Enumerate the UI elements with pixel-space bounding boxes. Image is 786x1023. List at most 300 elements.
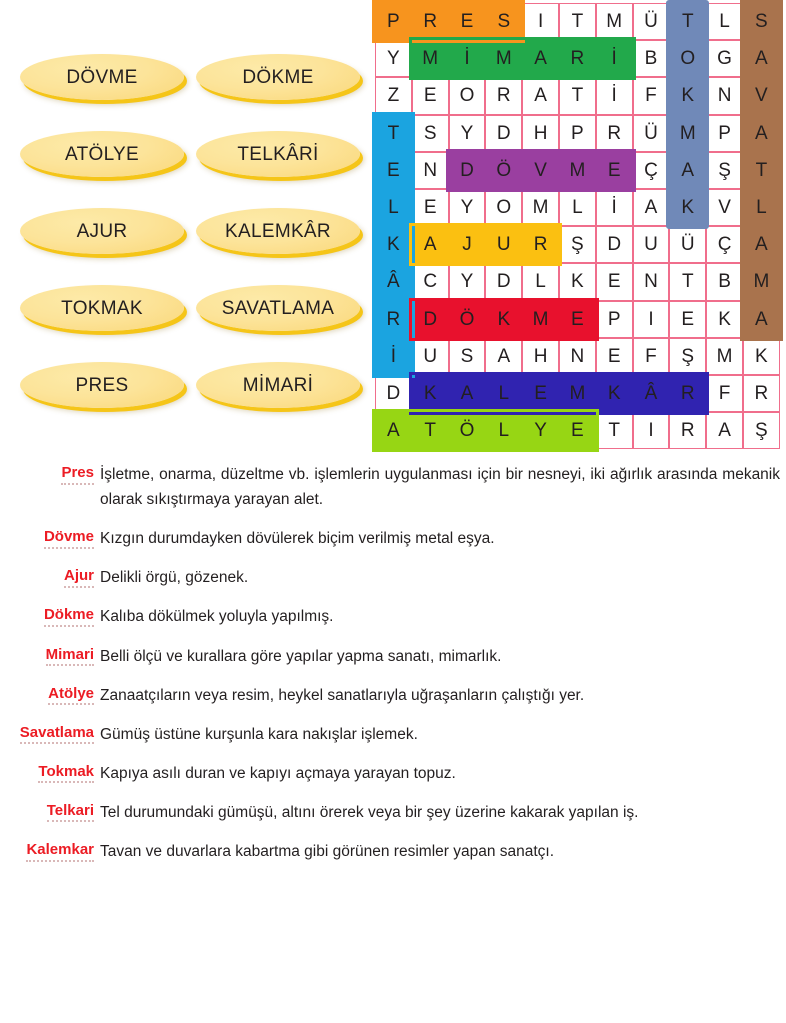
grid-letter: A	[755, 48, 768, 70]
definition-text: Belli ölçü ve kurallara göre yapılar yapma sanatı, mimarlık.	[100, 647, 502, 665]
grid-cell[interactable]	[485, 40, 522, 77]
grid-cell[interactable]	[412, 301, 449, 338]
grid-cell[interactable]	[706, 77, 743, 114]
grid-letter: M	[495, 48, 512, 70]
grid-cell[interactable]	[412, 115, 449, 152]
grid-letter: E	[607, 271, 621, 293]
grid-cell[interactable]	[485, 226, 522, 263]
grid-letter: Y	[460, 197, 474, 219]
grid-letter: T	[571, 85, 584, 107]
grid-letter: D	[496, 122, 511, 144]
word-bubble[interactable]	[14, 121, 190, 198]
grid-cell[interactable]	[449, 226, 486, 263]
grid-letter: M	[716, 345, 733, 367]
grid-cell[interactable]	[559, 40, 596, 77]
grid-letter: P	[571, 122, 584, 144]
grid-letter: M	[569, 159, 586, 181]
grid-cell[interactable]	[669, 3, 706, 40]
definition-term-box	[0, 800, 96, 823]
grid-letter: J	[462, 234, 472, 256]
grid-letter: R	[423, 11, 438, 33]
grid-cell[interactable]	[522, 77, 559, 114]
word-bubble-body[interactable]	[20, 131, 184, 177]
grid-cell[interactable]	[559, 301, 596, 338]
grid-letter: F	[645, 85, 657, 107]
grid-letter: T	[387, 122, 400, 144]
definition-term-box	[0, 565, 96, 588]
definition-row	[0, 462, 786, 512]
word-bubble[interactable]	[190, 121, 366, 198]
grid-cell[interactable]	[375, 301, 412, 338]
grid-cell[interactable]	[743, 40, 780, 77]
grid-cell[interactable]	[412, 40, 449, 77]
grid-cell[interactable]	[485, 152, 522, 189]
word-bubble[interactable]	[14, 275, 190, 352]
word-search-grid[interactable]	[375, 3, 780, 449]
grid-cell[interactable]	[596, 3, 633, 40]
grid-letter: Ş	[571, 234, 584, 256]
grid-cell[interactable]	[596, 152, 633, 189]
grid-cell[interactable]	[596, 375, 633, 412]
grid-cell[interactable]	[485, 189, 522, 226]
grid-letter: F	[645, 345, 657, 367]
grid-cell[interactable]	[743, 301, 780, 338]
grid-cell[interactable]	[522, 40, 559, 77]
grid-cell[interactable]	[449, 152, 486, 189]
grid-letter: M	[532, 197, 549, 219]
definition-text: Kapıya asılı duran ve kapıyı açmaya yarayan topuz.	[100, 764, 456, 782]
grid-cell[interactable]	[669, 338, 706, 375]
grid-letter: M	[753, 271, 770, 293]
grid-cell[interactable]	[743, 338, 780, 375]
grid-letter: Z	[387, 85, 400, 107]
word-bubble-label: DÖVME	[66, 66, 138, 88]
word-bubble-body[interactable]	[196, 362, 360, 408]
grid-letter: N	[644, 271, 658, 293]
definition-term: Mimari	[46, 647, 94, 667]
definition-row	[0, 565, 786, 590]
grid-cell[interactable]	[485, 3, 522, 40]
grid-cell[interactable]	[743, 189, 780, 226]
grid-cell[interactable]	[375, 152, 412, 189]
grid-letter: K	[755, 345, 768, 367]
grid-letter: Ş	[755, 420, 768, 442]
definition-term-box	[0, 462, 96, 485]
grid-cell[interactable]	[412, 338, 449, 375]
grid-cell[interactable]	[522, 152, 559, 189]
grid-letter: Â	[387, 271, 400, 293]
grid-cell[interactable]	[559, 3, 596, 40]
grid-cell[interactable]	[669, 301, 706, 338]
grid-cell[interactable]	[412, 226, 449, 263]
grid-cell[interactable]	[633, 152, 670, 189]
grid-letter: S	[497, 11, 511, 33]
grid-letter: R	[754, 382, 769, 404]
grid-cell[interactable]	[375, 3, 412, 40]
grid-cell[interactable]	[633, 189, 670, 226]
grid-letter: L	[756, 197, 767, 219]
grid-cell[interactable]	[669, 40, 706, 77]
grid-cell[interactable]	[449, 189, 486, 226]
definition-row	[0, 761, 786, 786]
grid-cell[interactable]	[706, 226, 743, 263]
grid-letter: L	[388, 197, 399, 219]
grid-letter: E	[681, 308, 695, 330]
grid-cell[interactable]	[743, 375, 780, 412]
grid-cell[interactable]	[596, 412, 633, 449]
grid-letter: O	[680, 48, 696, 70]
grid-letter: B	[644, 48, 658, 70]
definition-text: Zanaatçıların veya resim, heykel sanatlarıyla uğraşanların çalıştığı yer.	[100, 686, 585, 704]
grid-letter: A	[460, 382, 474, 404]
grid-letter: V	[755, 85, 768, 107]
grid-cell[interactable]	[375, 189, 412, 226]
grid-cell[interactable]	[522, 338, 559, 375]
grid-letter: L	[498, 420, 510, 442]
grid-cell[interactable]	[706, 115, 743, 152]
grid-cell[interactable]	[706, 3, 743, 40]
grid-cell[interactable]	[522, 301, 559, 338]
grid-letter: P	[387, 11, 400, 33]
definition-term: Kalemkar	[26, 842, 94, 862]
grid-letter: V	[718, 197, 731, 219]
grid-letter: A	[755, 234, 768, 256]
grid-letter: Ö	[496, 159, 512, 181]
grid-cell[interactable]	[669, 77, 706, 114]
grid-cell[interactable]	[412, 412, 449, 449]
definition-term-box	[0, 683, 96, 706]
grid-letter: F	[718, 382, 731, 404]
grid-letter: S	[460, 345, 474, 367]
grid-cell[interactable]	[743, 77, 780, 114]
word-bubble-label: ATÖLYE	[65, 143, 139, 165]
grid-cell[interactable]	[449, 77, 486, 114]
grid-cell[interactable]	[522, 263, 559, 300]
grid-letter: M	[679, 122, 696, 144]
grid-cell[interactable]	[633, 226, 670, 263]
grid-cell[interactable]	[706, 301, 743, 338]
grid-letter: D	[496, 271, 511, 293]
grid-cell[interactable]	[559, 338, 596, 375]
definition-text: Tel durumundaki gümüşü, altını örerek veya bir şey üzerine kakarak yapılan iş.	[100, 803, 639, 821]
grid-cell[interactable]	[633, 412, 670, 449]
word-bubble-body[interactable]	[20, 362, 184, 408]
grid-cell[interactable]	[669, 412, 706, 449]
grid-cell[interactable]	[669, 375, 706, 412]
grid-cell[interactable]	[706, 40, 743, 77]
word-bubble[interactable]	[190, 44, 366, 121]
word-bubble[interactable]	[190, 352, 366, 429]
definition-term-box	[0, 604, 96, 627]
grid-cell[interactable]	[559, 77, 596, 114]
grid-letter: R	[533, 234, 548, 256]
grid-letter: D	[386, 382, 401, 404]
grid-letter: R	[680, 382, 695, 404]
grid-letter: A	[497, 345, 511, 367]
word-bubble-label: DÖKME	[242, 66, 314, 88]
grid-cell[interactable]	[449, 412, 486, 449]
grid-cell[interactable]	[706, 263, 743, 300]
grid-cell[interactable]	[633, 375, 670, 412]
grid-letter: V	[534, 159, 547, 181]
grid-cell[interactable]	[596, 77, 633, 114]
grid-letter: R	[607, 122, 622, 144]
grid-cell[interactable]	[596, 263, 633, 300]
grid-letter: Ü	[644, 122, 658, 144]
grid-letter: Ş	[718, 159, 731, 181]
grid-cell[interactable]	[596, 338, 633, 375]
grid-cell[interactable]	[743, 226, 780, 263]
grid-letter: Â	[644, 382, 658, 404]
grid-letter: T	[755, 159, 768, 181]
grid-letter: E	[607, 345, 621, 367]
grid-cell[interactable]	[412, 3, 449, 40]
grid-cell[interactable]	[633, 40, 670, 77]
grid-cell[interactable]	[522, 412, 559, 449]
word-bubble-label: TELKÂRİ	[237, 143, 319, 165]
grid-cell[interactable]	[375, 40, 412, 77]
grid-cell[interactable]	[706, 189, 743, 226]
grid-cell[interactable]	[412, 189, 449, 226]
grid-letter: G	[717, 48, 732, 70]
grid-cell[interactable]	[596, 301, 633, 338]
grid-letter: Ü	[644, 11, 658, 33]
grid-cell[interactable]	[412, 263, 449, 300]
grid-letter: E	[460, 11, 474, 33]
grid-letter: M	[422, 48, 439, 70]
grid-cell[interactable]	[449, 301, 486, 338]
grid-cell[interactable]	[449, 3, 486, 40]
word-bubble-body[interactable]	[20, 208, 184, 254]
grid-cell[interactable]	[449, 115, 486, 152]
definition-text: Gümüş üstüne kurşunla kara nakışlar işlemek.	[100, 725, 418, 743]
puzzle-area	[0, 0, 786, 458]
grid-cell[interactable]	[375, 338, 412, 375]
grid-letter: Y	[534, 420, 547, 442]
word-bubble[interactable]	[14, 44, 190, 121]
grid-cell[interactable]	[559, 375, 596, 412]
grid-cell[interactable]	[485, 338, 522, 375]
grid-cell[interactable]	[522, 3, 559, 40]
grid-cell[interactable]	[743, 115, 780, 152]
grid-letter: Y	[387, 48, 400, 70]
grid-letter: İ	[464, 48, 470, 70]
grid-letter: A	[534, 85, 547, 107]
definition-term: Atölye	[48, 686, 94, 706]
grid-cell[interactable]	[522, 375, 559, 412]
grid-cell[interactable]	[743, 412, 780, 449]
grid-cell[interactable]	[485, 412, 522, 449]
grid-letter: N	[423, 159, 438, 181]
grid-letter: İ	[611, 48, 617, 70]
grid-letter: A	[644, 197, 658, 219]
definition-term-box	[0, 722, 96, 745]
grid-cell[interactable]	[669, 263, 706, 300]
word-bubble-body[interactable]	[196, 54, 360, 100]
grid-cell[interactable]	[449, 375, 486, 412]
grid-cell[interactable]	[669, 189, 706, 226]
grid-cell[interactable]	[522, 189, 559, 226]
grid-cell[interactable]	[559, 412, 596, 449]
grid-letter: R	[496, 85, 511, 107]
definition-term: Dökme	[44, 607, 94, 627]
grid-letter: T	[571, 11, 584, 33]
definitions-list	[0, 462, 786, 878]
grid-cell[interactable]	[375, 115, 412, 152]
grid-cell[interactable]	[633, 301, 670, 338]
grid-cell[interactable]	[485, 115, 522, 152]
word-bubble-body[interactable]	[196, 131, 360, 177]
grid-letter: B	[718, 271, 731, 293]
grid-cell[interactable]	[375, 226, 412, 263]
grid-letter: T	[608, 420, 620, 442]
definition-text: Tavan ve duvarlara kabartma gibi görünen resimler yapan sanatçı.	[100, 843, 555, 861]
grid-cell[interactable]	[375, 412, 412, 449]
grid-letter: K	[423, 382, 437, 404]
grid-letter: D	[607, 234, 622, 256]
definition-text: Delikli örgü, gözenek.	[100, 569, 249, 587]
grid-letter: S	[423, 122, 437, 144]
grid-cell[interactable]	[633, 3, 670, 40]
definition-term: Ajur	[64, 568, 94, 588]
grid-cell[interactable]	[485, 263, 522, 300]
grid-letter: O	[459, 85, 475, 107]
grid-cell[interactable]	[669, 115, 706, 152]
grid-cell[interactable]	[633, 77, 670, 114]
grid-cell[interactable]	[449, 263, 486, 300]
grid-cell[interactable]	[706, 375, 743, 412]
grid-letter: U	[423, 345, 438, 367]
word-bubble-body[interactable]	[20, 285, 184, 331]
grid-letter: Ö	[459, 420, 475, 442]
grid-cell[interactable]	[633, 115, 670, 152]
grid-cell[interactable]	[706, 412, 743, 449]
grid-letter: Ç	[644, 159, 658, 181]
grid-cell[interactable]	[706, 338, 743, 375]
grid-letter: A	[534, 48, 547, 70]
word-bubble-body[interactable]	[20, 54, 184, 100]
definition-row	[0, 683, 786, 708]
grid-cell[interactable]	[375, 77, 412, 114]
definition-term-box	[0, 526, 96, 549]
grid-letter: U	[644, 234, 658, 256]
grid-letter: A	[387, 420, 400, 442]
grid-letter: Ü	[680, 234, 695, 256]
grid-cell[interactable]	[412, 77, 449, 114]
grid-letter: N	[717, 85, 732, 107]
word-bubble-label: AJUR	[76, 220, 128, 242]
grid-cell[interactable]	[485, 301, 522, 338]
grid-letter: İ	[390, 345, 397, 367]
word-bubble-body[interactable]	[196, 208, 360, 254]
grid-cell[interactable]	[559, 226, 596, 263]
grid-cell[interactable]	[485, 77, 522, 114]
grid-cell[interactable]	[522, 115, 559, 152]
grid-cell[interactable]	[596, 189, 633, 226]
word-bubble[interactable]	[14, 352, 190, 429]
grid-letter: L	[572, 197, 583, 219]
grid-letter: R	[386, 308, 401, 330]
grid-letter: T	[681, 11, 694, 33]
grid-letter: K	[387, 234, 400, 256]
grid-letter: O	[496, 197, 512, 219]
grid-cell[interactable]	[596, 40, 633, 77]
grid-letter: U	[496, 234, 511, 256]
grid-cell[interactable]	[596, 226, 633, 263]
grid-letter: Ş	[681, 345, 695, 367]
grid-cell[interactable]	[375, 375, 412, 412]
grid-cell[interactable]	[559, 263, 596, 300]
grid-letter: Ö	[459, 308, 475, 330]
grid-letter: K	[607, 382, 621, 404]
grid-letter: E	[571, 308, 584, 330]
grid-cell[interactable]	[743, 152, 780, 189]
grid-letter: E	[571, 420, 584, 442]
grid-cell[interactable]	[449, 40, 486, 77]
grid-cell[interactable]	[743, 263, 780, 300]
grid-letter: Ç	[717, 234, 732, 256]
grid-cell[interactable]	[669, 226, 706, 263]
definition-term: Pres	[61, 465, 94, 485]
grid-letter: H	[533, 345, 548, 367]
definition-term-box	[0, 839, 96, 862]
grid-cell[interactable]	[633, 263, 670, 300]
grid-letter: L	[535, 271, 546, 293]
word-bubble[interactable]	[190, 275, 366, 352]
grid-cell[interactable]	[375, 263, 412, 300]
word-bubble-body[interactable]	[196, 285, 360, 331]
grid-letter: E	[423, 197, 437, 219]
grid-cell[interactable]	[596, 115, 633, 152]
grid-letter: R	[570, 48, 585, 70]
word-bubble[interactable]	[14, 198, 190, 275]
grid-letter: E	[387, 159, 400, 181]
grid-cell[interactable]	[412, 152, 449, 189]
grid-cell[interactable]	[522, 226, 559, 263]
grid-letter: A	[755, 308, 768, 330]
grid-cell[interactable]	[485, 375, 522, 412]
grid-letter: A	[423, 234, 437, 256]
grid-letter: K	[681, 197, 695, 219]
grid-letter: A	[755, 122, 768, 144]
grid-letter: A	[718, 420, 731, 442]
word-bubble-label: MİMARİ	[242, 374, 314, 396]
grid-cell[interactable]	[706, 152, 743, 189]
grid-cell[interactable]	[559, 115, 596, 152]
grid-cell[interactable]	[633, 338, 670, 375]
grid-cell[interactable]	[743, 3, 780, 40]
definition-term: Savatlama	[20, 725, 94, 745]
definition-row	[0, 800, 786, 825]
definition-term: Dövme	[44, 529, 94, 549]
grid-cell[interactable]	[559, 189, 596, 226]
word-bubble-label: KALEMKÂR	[225, 220, 331, 242]
grid-cell[interactable]	[412, 375, 449, 412]
grid-letter: L	[719, 11, 730, 33]
definition-text: Kalıba dökülmek yoluyla yapılmış.	[100, 608, 334, 626]
grid-cell[interactable]	[449, 338, 486, 375]
grid-letter: P	[718, 122, 731, 144]
word-bubble[interactable]	[190, 198, 366, 275]
definition-row	[0, 604, 786, 629]
definition-term-box	[0, 644, 96, 667]
grid-cell[interactable]	[559, 152, 596, 189]
definition-row	[0, 839, 786, 864]
definition-text: İşletme, onarma, düzeltme vb. işlemlerin uygulanması için bir nesneyi, iki ağırlık arasında mekanik olarak sıkıştırmaya yarayan alet.	[100, 466, 780, 509]
grid-letter: Y	[460, 271, 474, 293]
word-bank	[14, 44, 366, 429]
grid-cell[interactable]	[669, 152, 706, 189]
